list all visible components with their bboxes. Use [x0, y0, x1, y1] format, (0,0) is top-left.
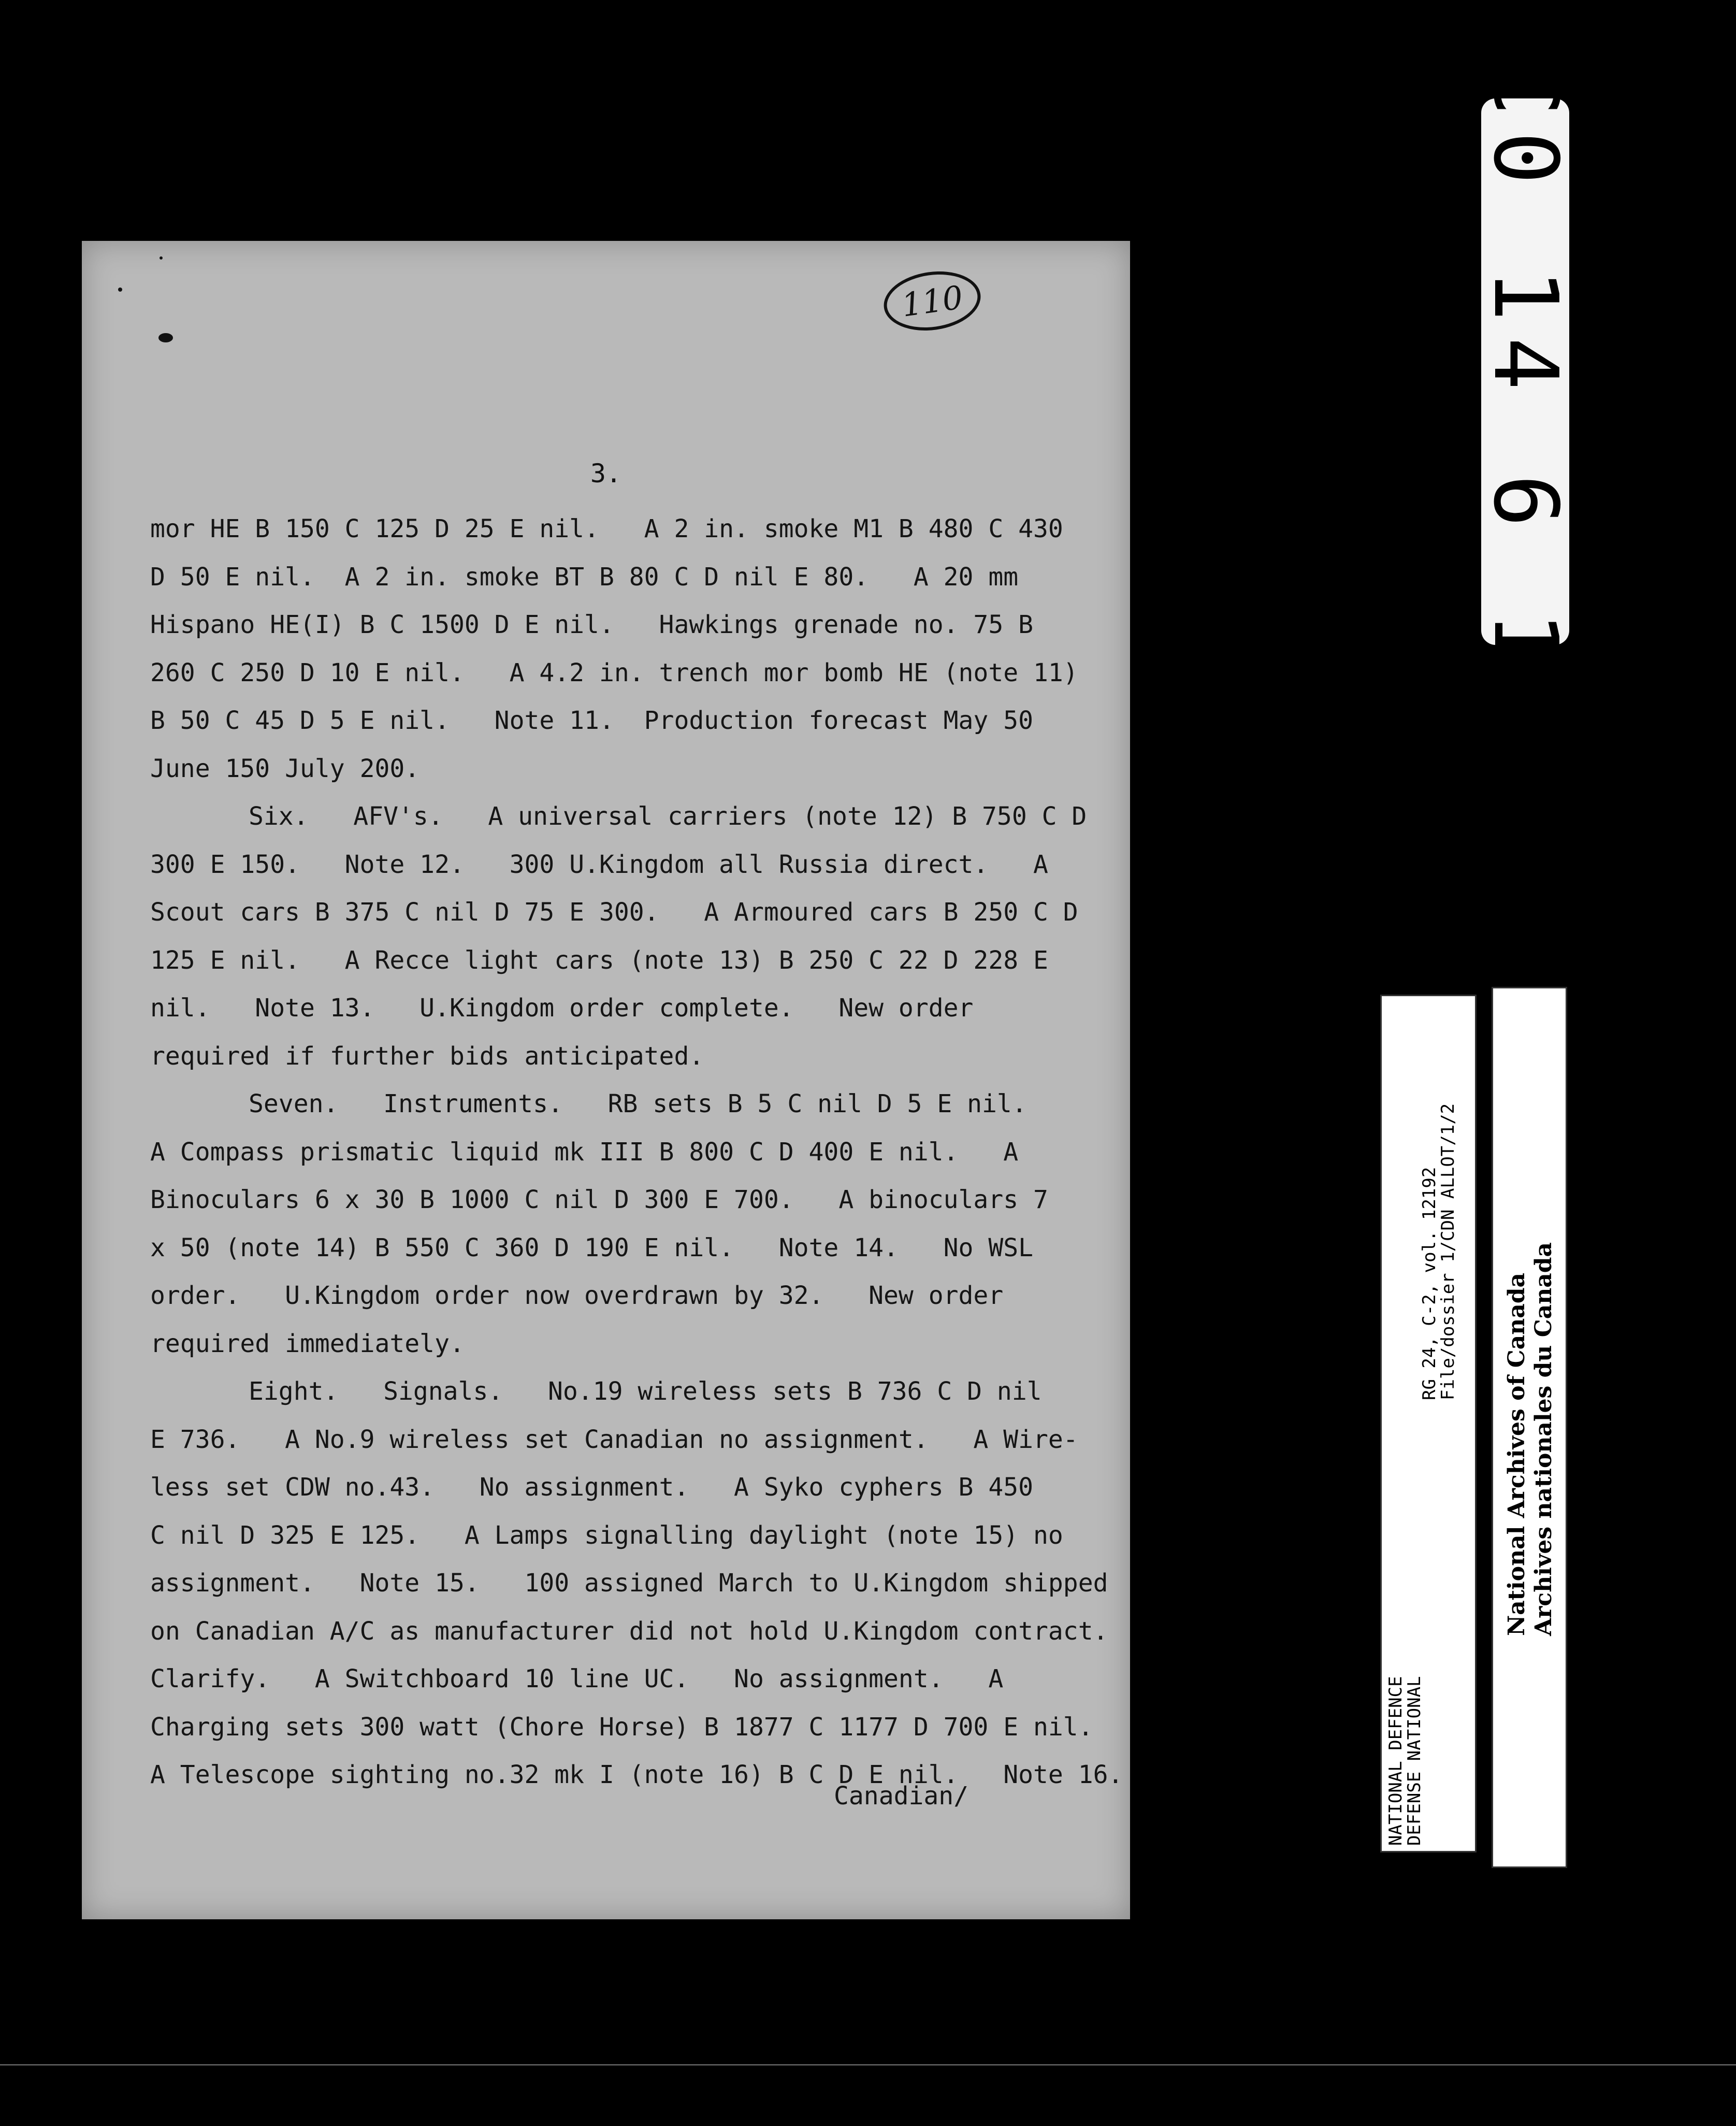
text-line: Hispano HE(I) B C 1500 D E nil. Hawkings grenade no. 75 B	[150, 610, 1034, 639]
archives-name: National Archives of Canada	[1503, 1272, 1530, 1636]
text-line: 300 E 150. Note 12. 300 U.Kingdom all Russia direct. A	[150, 850, 1048, 879]
text-line: A Compass prismatic liquid mk III B 800 C D 400 E nil. A	[150, 1137, 1019, 1167]
ink-speck	[118, 288, 122, 292]
text-line: D 50 E nil. A 2 in. smoke BT B 80 C D nil E 80. A 20 mm	[150, 562, 1019, 592]
ink-speck	[158, 333, 173, 342]
text-line: Scout cars B 375 C nil D 75 E 300. A Armoured cars B 250 C D	[150, 898, 1078, 927]
text-line: Clarify. A Switchboard 10 line UC. No assignment. A	[150, 1664, 1004, 1693]
text-line: Six. AFV's. A universal carriers (note 12) B 750 C D	[249, 802, 1087, 831]
frame-number: C0 14 6 1	[1474, 63, 1576, 680]
text-line: June 150 July 200.	[150, 754, 420, 783]
reference-line: File/dossier 1/CDN ALLOT/1/2	[1438, 1103, 1458, 1400]
text-line: Eight. Signals. No.19 wireless sets B 736 C D nil	[249, 1377, 1042, 1406]
text-line: 260 C 250 D 10 E nil. A 4.2 in. trench mor bomb HE (note 11)	[150, 658, 1078, 687]
text-line: less set CDW no.43. No assignment. A Syko cyphers B 450	[150, 1473, 1034, 1502]
text-line: mor HE B 150 C 125 D 25 E nil. A 2 in. smoke M1 B 480 C 430	[150, 514, 1063, 543]
text-line: Binoculars 6 x 30 B 1000 C nil D 300 E 700. A binoculars 7	[150, 1185, 1048, 1214]
text-line: assignment. Note 15. 100 assigned March to U.Kingdom shipped	[150, 1569, 1108, 1598]
folio-number: 110	[899, 278, 965, 324]
text-line: x 50 (note 14) B 550 C 360 D 190 E nil. Note 14. No WSL	[150, 1233, 1034, 1262]
text-line: 125 E nil. A Recce light cars (note 13) B 250 C 22 D 228 E	[150, 945, 1048, 975]
text-line: A Telescope sighting no.32 mk I (note 16) B C D E nil. Note 16.	[150, 1760, 1123, 1789]
film-edge-line	[0, 2064, 1736, 2065]
text-line: B 50 C 45 D 5 E nil. Note 11. Production forecast May 50	[150, 706, 1034, 735]
text-line: order. U.Kingdom order now overdrawn by 32. New order	[150, 1281, 1004, 1310]
text-line: required if further bids anticipated.	[150, 1041, 704, 1071]
archives-name: Archives nationales du Canada	[1530, 1242, 1557, 1636]
text-line: E 736. A No.9 wireless set Canadian no assignment. A Wire-	[150, 1425, 1078, 1454]
folio-number-circle	[880, 265, 985, 336]
text-line: nil. Note 13. U.Kingdom order complete. New order	[150, 994, 974, 1023]
document-page	[82, 241, 1130, 1919]
page-number: 3.	[590, 458, 622, 489]
text-line: on Canadian A/C as manufacturer did not hold U.Kingdom contract.	[150, 1616, 1108, 1646]
department-line: NATIONAL DEFENCE	[1385, 1676, 1406, 1846]
text-line: Charging sets 300 watt (Chore Horse) B 1877 C 1177 D 700 E nil.	[150, 1712, 1093, 1742]
archive-reference-label	[1380, 995, 1477, 1852]
text-line: Seven. Instruments. RB sets B 5 C nil D 5 E nil.	[249, 1089, 1027, 1118]
text-line: C nil D 325 E 125. A Lamps signalling daylight (note 15) no	[150, 1520, 1063, 1550]
text-line-continuation: Canadian/	[834, 1781, 969, 1811]
ink-speck	[160, 256, 163, 260]
department-line: DEFENSE NATIONAL	[1404, 1676, 1425, 1846]
text-line: required immediately.	[150, 1329, 465, 1358]
archives-name-label	[1492, 987, 1567, 1868]
typed-body-text	[150, 505, 1124, 1811]
reference-line: RG 24, C-2, vol. 12192	[1419, 1167, 1440, 1400]
